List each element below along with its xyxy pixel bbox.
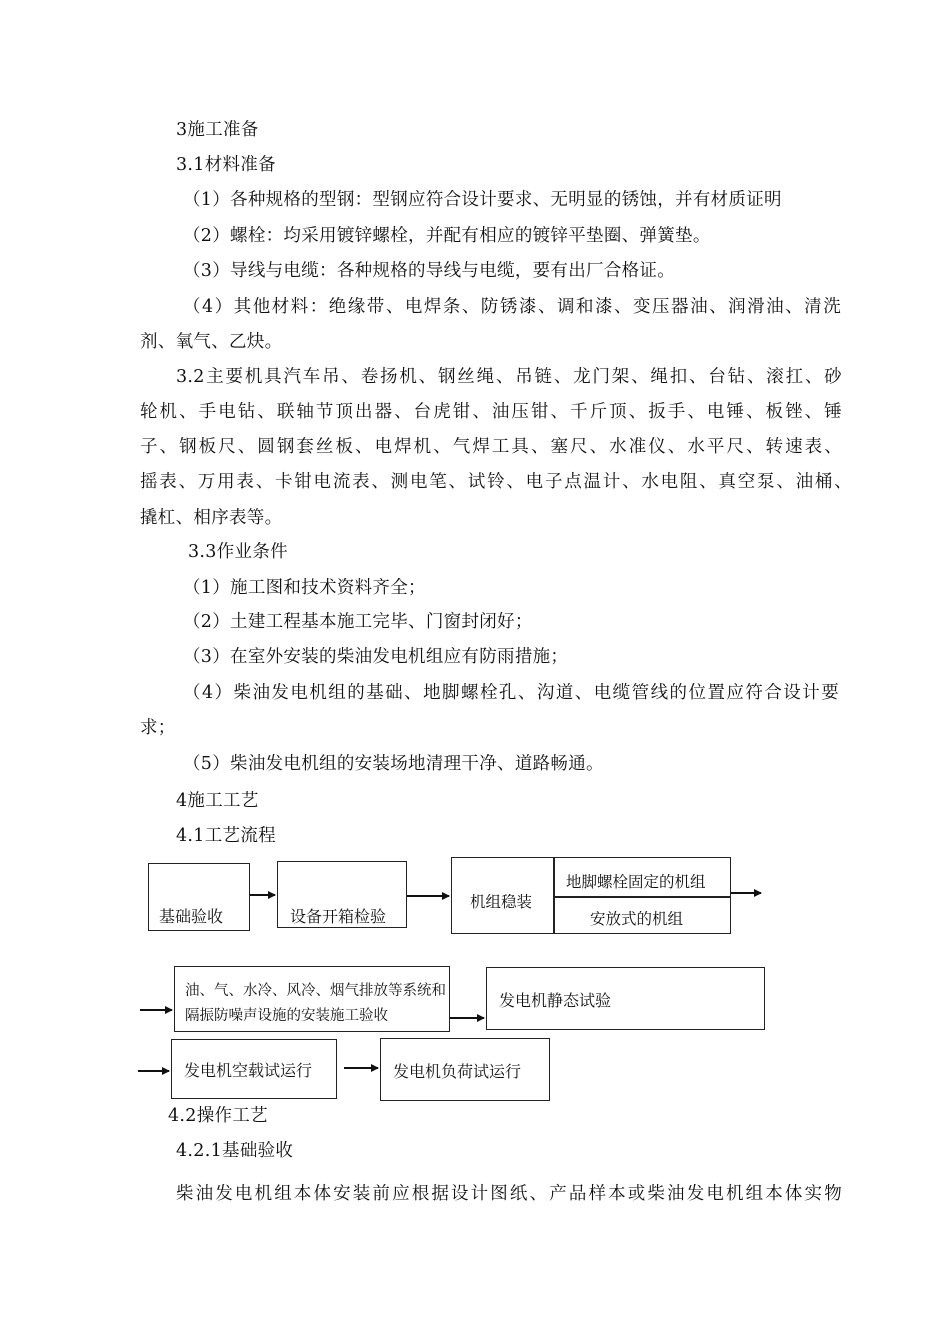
material-item-4-line1: （4）其他材料：绝缘带、电焊条、防锈漆、调和漆、变压器油、润滑油、清洗 [183,297,841,317]
material-item-4-line2: 剂、氧气、乙炔。 [140,332,283,352]
condition-item-4-line2: 求； [140,718,176,738]
flow-box-label: 机组稳装 [470,893,533,911]
flow-box-label-anchor-bolt: 地脚螺栓固定的机组 [566,873,706,891]
material-item-2: （2）螺栓：均采用镀锌螺栓，并配有相应的镀锌平垫圈、弹簧垫。 [183,226,711,246]
tools-line1: 3.2主要机具汽车吊、卷扬机、钢丝绳、吊链、龙门架、绳扣、台钻、滚扛、砂 [176,367,842,387]
heading-3: 3施工准备 [176,120,259,140]
heading-4-1: 4.1工艺流程 [176,826,276,846]
heading-4-2: 4.2操作工艺 [168,1106,268,1126]
condition-item-1: （1）施工图和技术资料齐全； [183,578,426,598]
material-item-3: （3）导线与电缆：各种规格的导线与电缆，要有出厂合格证。 [183,261,676,281]
heading-3-3: 3.3作业条件 [188,542,288,562]
paragraph-foundation-acceptance: 柴油发电机组本体安装前应根据设计图纸、产品样本或柴油发电机组本体实物 [176,1184,842,1204]
flow-box-label-free-standing: 安放式的机组 [590,910,684,928]
material-item-1: （1）各种规格的型钢：型钢应符合设计要求、无明显的锈蚀，并有材质证明 [183,190,782,210]
flow-box-label: 基础验收 [159,907,224,926]
heading-4-2-1: 4.2.1基础验收 [176,1141,294,1161]
flow-box-label: 隔振防噪声设施的安装施工验收 [185,1008,388,1024]
flow-box-label: 发电机负荷试运行 [393,1062,522,1081]
flow-box-label: 油、气、水冷、风冷、烟气排放等系统和 [185,983,446,999]
condition-item-3: （3）在室外安装的柴油发电机组应有防雨措施； [183,647,569,667]
flow-box-label: 设备开箱检验 [290,907,387,926]
tools-line2: 轮机、手电钻、联轴节顶出器、台虎钳、油压钳、千斤顶、扳手、电锤、板锉、锤 [140,402,842,422]
flow-box-label: 发电机静态试验 [499,991,612,1010]
heading-4: 4施工工艺 [176,791,259,811]
condition-item-5: （5）柴油发电机组的安装场地清理干净、道路畅通。 [183,754,604,774]
tools-line3: 子、钢板尺、圆钢套丝板、电焊机、气焊工具、塞尺、水准仪、水平尺、转速表、 [140,437,842,457]
tools-line4: 摇表、万用表、卡钳电流表、测电笔、试铃、电子点温计、水电阻、真空泵、油桶、 [140,472,852,492]
condition-item-4-line1: （4）柴油发电机组的基础、地脚螺栓孔、沟道、电缆管线的位置应符合设计要 [183,683,839,703]
heading-3-1: 3.1材料准备 [176,155,276,175]
tools-line5: 撬杠、相序表等。 [140,508,283,528]
condition-item-2: （2）土建工程基本施工完毕、门窗封闭好； [183,612,533,632]
flow-box-label: 发电机空载试运行 [184,1061,313,1080]
